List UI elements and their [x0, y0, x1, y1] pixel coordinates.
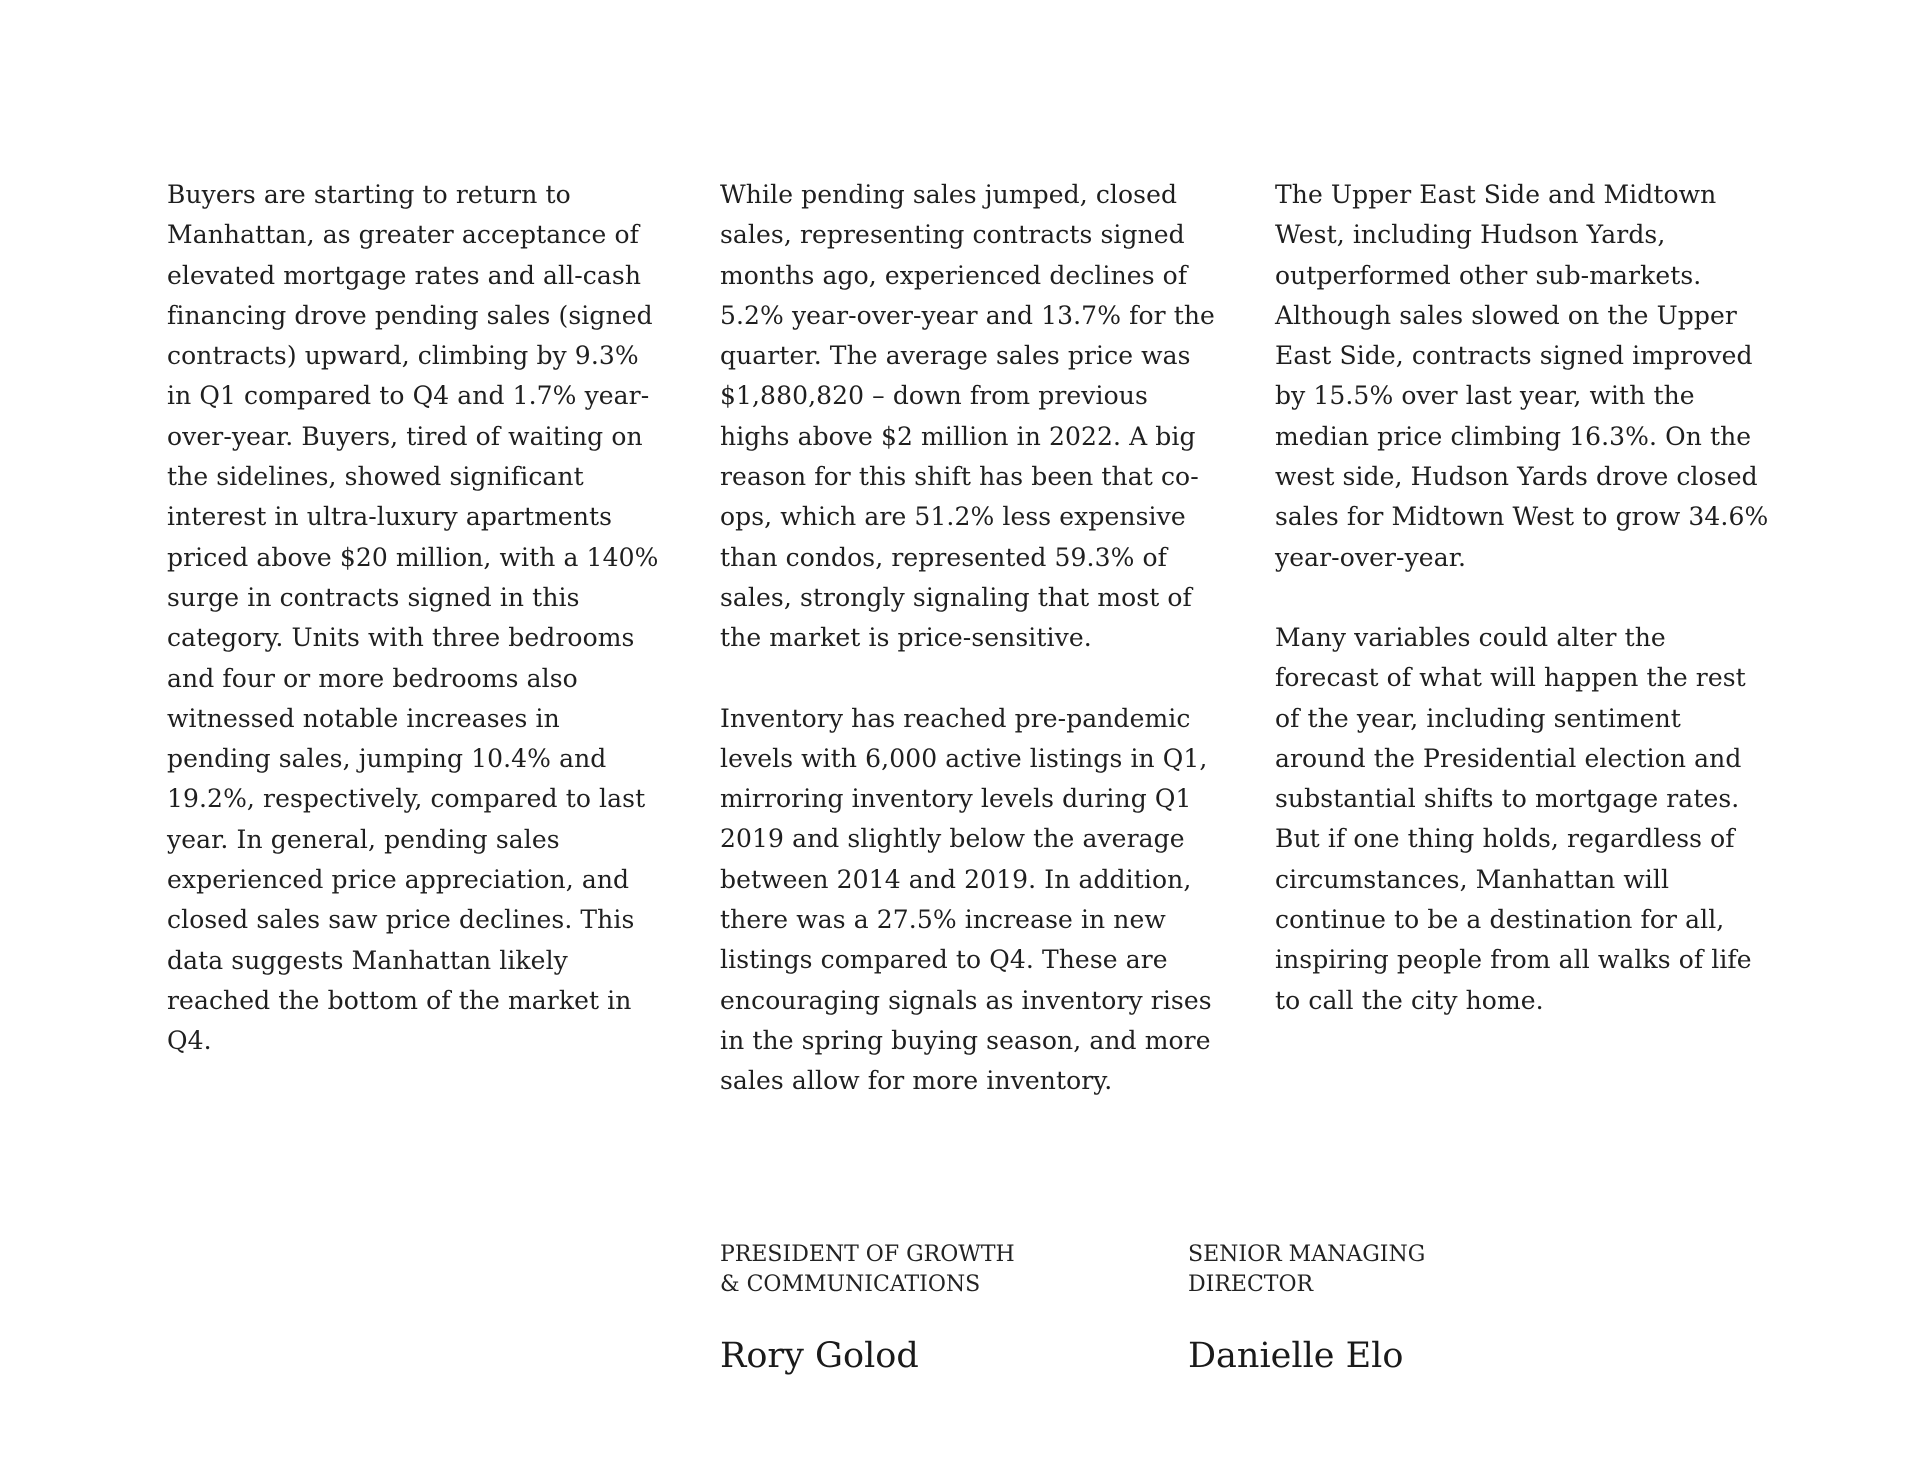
- signature-block: [720, 1240, 1720, 1400]
- signature-title: [1188, 1240, 1528, 1300]
- paragraph-submarkets: The Upper East Side and Midtown West, including Hudson Yards, outperformed other sub-markets. Although sales slowed on the Upper East Side, contracts signed improved by 15.5% over last year, with the median price climbing 16.3%. On the west side, Hudson Yards drove closed sales for Midtown West to grow 34.6% year-over-year.: [1275, 180, 1769, 572]
- paragraph-closed-sales: While pending sales jumped, closed sales, representing contracts signed months ago, experienced declines of 5.2% year-over-year and 13.7% for the quarter. The average sales price was $1,880,820 – down from previous highs above $2 million in 2022. A big reason for this shift has been that co-ops, which are 51.2% less expensive than condos, represented 59.3% of sales, strongly signaling that most of the market is price-sensitive.: [720, 180, 1215, 653]
- signature-title-line: PRESIDENT OF GROWTH: [720, 1242, 1015, 1267]
- article-body: [167, 175, 1787, 1115]
- article-column-2: [720, 175, 1220, 1142]
- signature-name: Rory Golod: [720, 1336, 919, 1376]
- paragraph-forecast: Many variables could alter the forecast of what will happen the rest of the year, including sentiment around the Presidential election and substantial shifts to mortgage rates. But if one thing holds, regardless of circumstances, Manhattan will continue to be a destination for all, inspiring people from all walks of life to call the city home.: [1275, 622, 1752, 1015]
- signature-title-line: SENIOR MANAGING: [1188, 1242, 1426, 1267]
- signature-title: [720, 1240, 1060, 1300]
- signature-title-line: & COMMUNICATIONS: [720, 1272, 981, 1297]
- paragraph-inventory: Inventory has reached pre-pandemic levels with 6,000 active listings in Q1, mirroring inventory levels during Q1 2019 and slightly below the average between 2014 and 2019. In addition, there was a 27.5% increase in new listings compared to Q4. These are encouraging signals as inventory rises in the spring buying season, and more sales allow for more inventory.: [720, 703, 1212, 1096]
- signature-title-line: DIRECTOR: [1188, 1272, 1314, 1297]
- article-column-1: [167, 175, 667, 1102]
- signature-danielle-elo: [1188, 1240, 1528, 1378]
- signature-rory-golod: [720, 1240, 1060, 1378]
- signature-name: Danielle Elo: [1188, 1336, 1404, 1376]
- paragraph-pending-sales: Buyers are starting to return to Manhattan, as greater acceptance of elevated mortgage rates and all-cash financing drove pending sales (signed contracts) upward, climbing by 9.3% in Q1 compared to Q4 and 1.7% year-over-year. Buyers, tired of waiting on the sidelines, showed significant interest in ultra-luxury apartments priced above $20 million, with a 140% surge in contracts signed in this category. Units with three bedrooms and four or more bedrooms also witnessed notable increases in pending sales, jumping 10.4% and 19.2%, respectively, compared to last year. In general, pending sales experienced price appreciation, and closed sales saw price declines. This data suggests Manhattan likely reached the bottom of the market in Q4.: [167, 180, 659, 1056]
- article-column-3: [1275, 175, 1775, 1061]
